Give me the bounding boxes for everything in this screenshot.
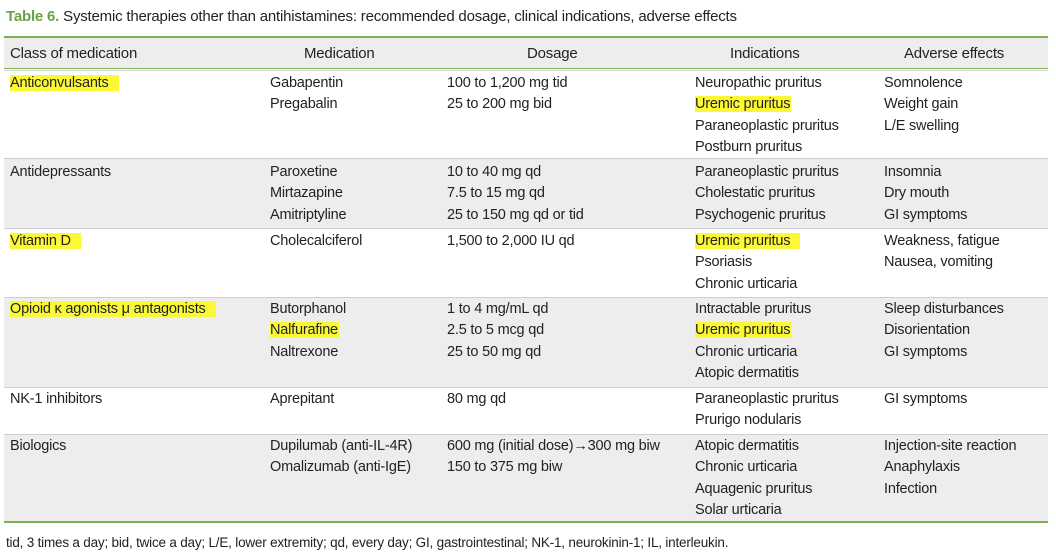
- indication: [695, 231, 800, 252]
- row-indications: [695, 299, 811, 384]
- adverse-effect: GI symptoms: [884, 391, 968, 407]
- row-class: Antidepressants: [10, 164, 111, 180]
- row-adverse-effects: [884, 389, 967, 410]
- adverse-effect: Nausea, vomiting: [884, 254, 993, 271]
- dosage: 25 to 50 mg qd: [447, 343, 541, 360]
- row-dosages: [447, 436, 660, 479]
- caption-text: Systemic therapies other than antihistamines: recommended dosage, clinical indications, adverse effects: [63, 8, 737, 25]
- table-footnote: tid, 3 times a day; bid, twice a day; L/E, lower extremity; qd, every day; GI, gastrointestinal; NK-1, neurokinin-1; IL, interleukin.: [6, 535, 729, 550]
- adverse-effect: Somnolence: [884, 75, 963, 91]
- adverse-effect: GI symptoms: [884, 206, 968, 223]
- adverse-effect: Disorientation: [884, 322, 970, 339]
- header-medication: Medication: [304, 45, 375, 62]
- medication: Butorphanol: [270, 301, 346, 317]
- table-caption: [6, 8, 737, 25]
- header-dosage: Dosage: [527, 45, 578, 62]
- indication: Chronic urticaria: [695, 343, 798, 360]
- dosage: 7.5 to 15 mg qd: [447, 185, 545, 202]
- highlight-mark: Anticonvulsants: [10, 75, 119, 91]
- indication: Prurigo nodularis: [695, 412, 802, 429]
- adverse-effect: Sleep disturbances: [884, 301, 1004, 317]
- row-adverse-effects: [884, 162, 967, 226]
- table-header: [4, 38, 1048, 69]
- row-adverse-effects: [884, 299, 1004, 363]
- row-dosages: [447, 73, 567, 116]
- header-indications: Indications: [730, 45, 800, 62]
- medication: Aprepitant: [270, 391, 335, 407]
- indication: Solar urticaria: [695, 501, 782, 518]
- row-medications: [270, 299, 346, 363]
- row-class: NK-1 inhibitors: [10, 391, 103, 407]
- medication: Amitriptyline: [270, 206, 347, 223]
- adverse-effect: Insomnia: [884, 164, 942, 180]
- row-indications: [695, 162, 839, 226]
- row-dosages: [447, 389, 506, 410]
- indication: Atopic dermatitis: [695, 438, 799, 454]
- medication: Naltrexone: [270, 343, 339, 360]
- dosage: 1 to 4 mg/mL qd: [447, 301, 549, 317]
- highlight-mark: Vitamin D: [10, 233, 81, 249]
- dosage: 25 to 150 mg qd or tid: [447, 206, 584, 223]
- highlight-mark: Uremic pruritus: [695, 96, 791, 113]
- indication: Aquagenic pruritus: [695, 480, 813, 497]
- highlight-mark: Uremic pruritus: [695, 322, 791, 339]
- indication: Intractable pruritus: [695, 301, 812, 317]
- row-adverse-effects: [884, 73, 963, 137]
- adverse-effect: Infection: [884, 480, 938, 497]
- adverse-effect: Dry mouth: [884, 185, 950, 202]
- indication: [695, 94, 839, 115]
- highlight-mark: Uremic pruritus: [695, 233, 800, 249]
- dosage: 80 mg qd: [447, 391, 506, 407]
- indication: Paraneoplastic pruritus: [695, 164, 839, 180]
- row-class: Biologics: [10, 438, 67, 454]
- medication: Dupilumab (anti-IL-4R): [270, 438, 413, 454]
- row-adverse-effects: [884, 231, 1000, 274]
- adverse-effect: Anaphylaxis: [884, 459, 960, 476]
- indication: Cholestatic pruritus: [695, 185, 816, 202]
- row-dosages: [447, 162, 584, 226]
- row-indications: [695, 231, 800, 295]
- adverse-effect: GI symptoms: [884, 343, 968, 360]
- indication: Paraneoplastic pruritus: [695, 117, 839, 134]
- dosage: 600 mg (initial dose)→300 mg biw: [447, 438, 660, 454]
- indication: [695, 320, 811, 341]
- dosage: 1,500 to 2,000 IU qd: [447, 233, 575, 249]
- indication: Psychogenic pruritus: [695, 206, 826, 223]
- row-medications: [270, 162, 346, 226]
- dosage: 25 to 200 mg bid: [447, 96, 552, 113]
- row-medications: [270, 73, 343, 116]
- bottom-rule: [4, 521, 1048, 523]
- medication: Omalizumab (anti-IgE): [270, 459, 411, 476]
- medication: Mirtazapine: [270, 185, 343, 202]
- caption-label: Table 6.: [6, 8, 60, 25]
- dosage: 150 to 375 mg biw: [447, 459, 563, 476]
- indication: Postburn pruritus: [695, 138, 803, 155]
- row-indications: [695, 436, 812, 521]
- adverse-effect: Weight gain: [884, 96, 959, 113]
- row-class: [10, 231, 81, 252]
- indication: Chronic urticaria: [695, 275, 798, 292]
- row-indications: [695, 73, 839, 158]
- row-adverse-effects: [884, 436, 1016, 500]
- medication: Cholecalciferol: [270, 233, 363, 249]
- adverse-effect: Injection-site reaction: [884, 438, 1017, 454]
- row-medications: [270, 436, 412, 479]
- row-class: [10, 299, 216, 320]
- highlight-mark: Opioid κ agonists μ antagonists: [10, 301, 216, 317]
- row-medications: [270, 389, 334, 410]
- row-dosages: [447, 299, 548, 363]
- row-indications: [695, 389, 839, 432]
- header-adverse-effects: Adverse effects: [904, 45, 1005, 62]
- dosage: 2.5 to 5 mcg qd: [447, 322, 544, 339]
- adverse-effect: Weakness, fatigue: [884, 233, 1000, 249]
- medication: Pregabalin: [270, 96, 338, 113]
- row-medications: [270, 231, 362, 252]
- header-class: Class of medication: [10, 45, 138, 62]
- medication: Gabapentin: [270, 75, 343, 91]
- indication: Neuropathic pruritus: [695, 75, 822, 91]
- row-class: [10, 73, 119, 94]
- highlight-mark: Nalfurafine: [270, 322, 338, 339]
- dosage: 100 to 1,200 mg tid: [447, 75, 568, 91]
- indication: Chronic urticaria: [695, 459, 798, 476]
- indication: Psoriasis: [695, 254, 753, 271]
- adverse-effect: L/E swelling: [884, 117, 959, 134]
- indication: Paraneoplastic pruritus: [695, 391, 839, 407]
- medication: Paroxetine: [270, 164, 338, 180]
- dosage: 10 to 40 mg qd: [447, 164, 541, 180]
- row-dosages: [447, 231, 574, 252]
- medication: [270, 320, 346, 341]
- indication: Atopic dermatitis: [695, 364, 799, 381]
